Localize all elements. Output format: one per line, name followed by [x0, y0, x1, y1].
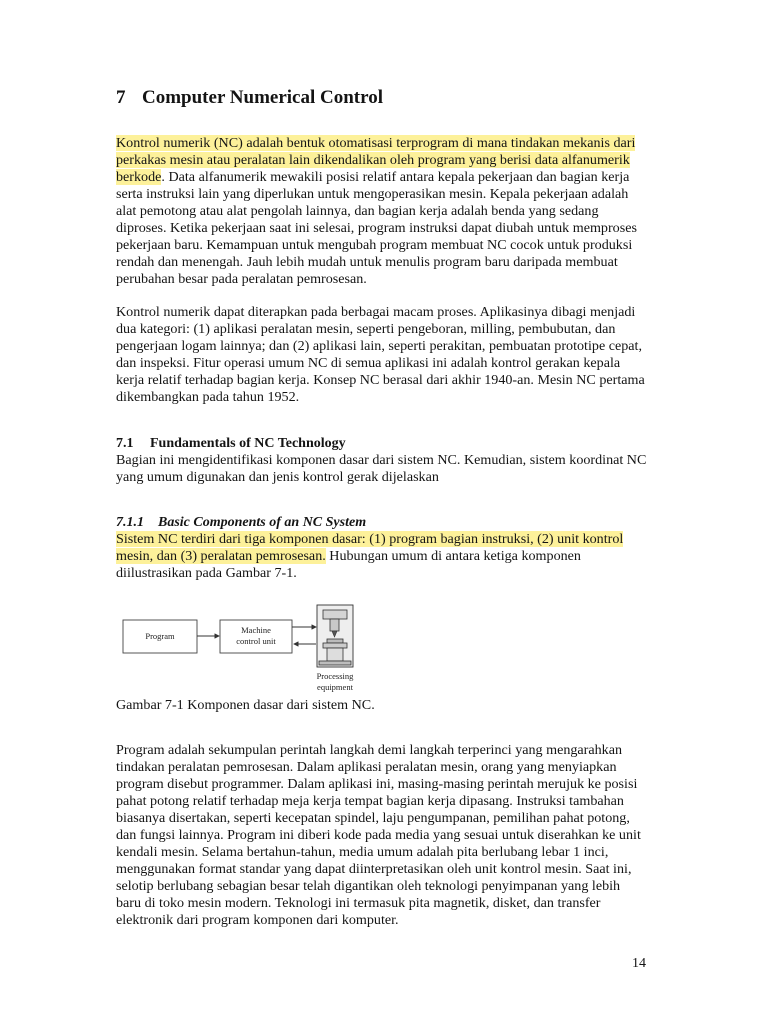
paragraph-line: yang umum digunakan dan jenis kontrol gerak dijelaskan — [116, 469, 439, 485]
chapter-number: 7 — [116, 87, 126, 108]
program-paragraph — [116, 742, 656, 929]
paragraph-line: elektronik dari program komponen dari komputer. — [116, 912, 399, 928]
page-number: 14 — [632, 956, 646, 971]
highlight-text: Kontrol numerik (NC) adalah bentuk otomatisasi terprogram di mana tindakan mekanis dari — [116, 135, 636, 151]
paragraph-line: baru di toko mesin modern. Teknologi ini termasuk pita magnetik, disket, dan transfer — [116, 895, 601, 911]
subsection-number: 7.1.1 — [116, 515, 144, 530]
mcu-label-line1: Machine — [241, 625, 271, 635]
paragraph-line: program disebut programmer. Dalam aplikasi ini, masing-masing perintah merujuk ke posisi — [116, 776, 638, 792]
paragraph-line: Bagian ini mengidentifikasi komponen dasar dari sistem NC. Kemudian, sistem koordinat NC — [116, 452, 647, 468]
paragraph-line: Program adalah sekumpulan perintah langkah demi langkah terperinci yang mengarahkan — [116, 742, 623, 758]
paragraph-line: dan inspeksi. Fitur operasi umum NC di semua aplikasi ini adalah kontrol gerakan kepala — [116, 355, 621, 371]
paragraph-line: dua kategori: (1) aplikasi peralatan mesin, seperti pengeboran, milling, pembubutan, dan — [116, 321, 616, 337]
section-number: 7.1 — [116, 436, 134, 451]
processing-equipment-icon — [317, 605, 353, 667]
paragraph-line: dikembangkan pada tahun 1952. — [116, 389, 300, 405]
chapter-title-text: Computer Numerical Control — [142, 87, 383, 108]
paragraph-line: pekerjaan baru. Kemampuan untuk mengubah program membuat NC cocok untuk produksi — [116, 237, 633, 253]
paragraph-line: pengerjaan logam lainnya; dan (2) aplikasi lain, seperti perakitan, pembuatan prototipe cepat, — [116, 338, 642, 354]
paragraph-line: pahat potong relatif terhadap meja kerja tempat bagian kerja dipasang. Instruksi tambahan — [116, 793, 624, 809]
intro-paragraph — [116, 135, 656, 288]
highlight-text: mesin, dan (3) peralatan pemrosesan. — [116, 548, 326, 564]
paragraph-line: Kontrol numerik dapat diterapkan pada berbagai macam proses. Aplikasinya dibagi menjadi — [116, 304, 636, 320]
chapter-title — [116, 84, 383, 112]
paragraph-line: menggunakan format standar yang dapat diinterpretasikan oleh unit kontrol mesin. Saat ini, — [116, 861, 632, 877]
paragraph-line: perubahan besar pada peralatan pemrosesan. — [116, 271, 367, 287]
subsection-title: Basic Components of an NC System — [158, 515, 367, 530]
paragraph-line: serta instruksi lain yang diperlukan untuk mengoperasikan mesin. Kepala pekerjaan adalah — [116, 186, 629, 202]
paragraph-line: tindakan peralatan pemrosesan. Dalam aplikasi peralatan mesin, orang yang menyiapkan — [116, 759, 617, 775]
paragraph-text: . Data alfanumerik mewakili posisi relatif antara kepala pekerjaan dan bagian kerja — [161, 169, 630, 185]
highlight-text: berkode — [116, 169, 162, 185]
paragraph-line: kendali mesin. Selama bertahun-tahun, media umum adalah pita berlubang lebar 1 inci, — [116, 844, 609, 860]
subsection-heading — [116, 514, 366, 531]
nc-system-figure — [116, 600, 376, 696]
figure-caption: Gambar 7-1 Komponen dasar dari sistem NC. — [116, 697, 375, 713]
highlight-text: Sistem NC terdiri dari tiga komponen dasar: (1) program bagian instruksi, (2) unit kontrol — [116, 531, 624, 547]
paragraph-line: selotip berlubang sebagian besar telah digantikan oleh teknologi penyimpanan yang lebih — [116, 878, 621, 894]
program-label: Program — [145, 631, 175, 641]
highlight-text: perkakas mesin atau peralatan lain dikendalikan oleh program yang berisi data alfanumerik — [116, 152, 630, 168]
equipment-label-line2: equipment — [317, 682, 353, 692]
paragraph-line: rendah dan menengah. Jauh lebih mudah untuk menulis program baru daripada membuat — [116, 254, 618, 270]
section-title: Fundamentals of NC Technology — [150, 436, 346, 451]
paragraph-text: Hubungan umum di antara ketiga komponen — [325, 548, 581, 564]
paragraph-line: diproses. Ketika pekerjaan saat ini selesai, program instruksi dapat diubah untuk memproses — [116, 220, 637, 236]
subsection-paragraph — [116, 531, 656, 582]
paragraph-line: diilustrasikan pada Gambar 7-1. — [116, 565, 297, 581]
section-heading — [116, 435, 346, 452]
section-paragraph — [116, 452, 656, 486]
paragraph-line: dan fungsi lainnya. Program ini diberi kode pada media yang sesuai untuk diserahkan ke unit — [116, 827, 641, 843]
paragraph-line: kerja relatif terhadap bagian kerja. Konsep NC berasal dari akhir 1940-an. Mesin NC pertama — [116, 372, 645, 388]
mcu-label-line2: control unit — [236, 636, 276, 646]
paragraph-line: alat pemotong atau alat pengolah lainnya, dan bagian kerja adalah benda yang sedang — [116, 203, 599, 219]
nc-system-diagram — [116, 600, 376, 696]
paragraph-line: biasanya disertakan, seperti kecepatan spindel, laju pengumpanan, pemilihan pahat potong, — [116, 810, 630, 826]
equipment-label-line1: Processing — [316, 671, 354, 681]
applications-paragraph — [116, 304, 656, 406]
